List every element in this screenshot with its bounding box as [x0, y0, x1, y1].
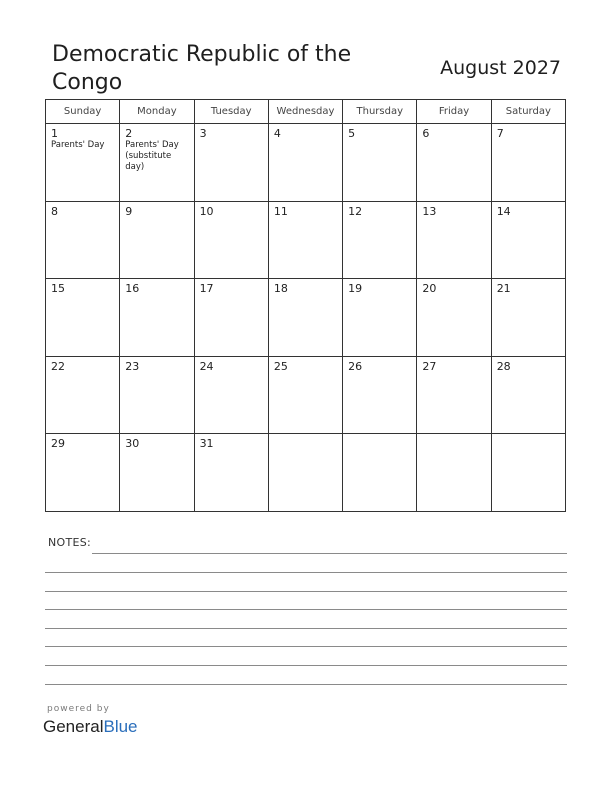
- empty-day-cell: [343, 434, 417, 512]
- week-row: [46, 356, 566, 434]
- notes-line: [45, 665, 567, 666]
- day-number: 16: [125, 282, 140, 296]
- day-number: 17: [199, 282, 214, 296]
- day-number: 11: [273, 204, 288, 218]
- day-cell: [343, 279, 417, 357]
- day-number: 29: [51, 437, 65, 451]
- day-cell: [46, 434, 120, 512]
- day-cell: [268, 279, 342, 357]
- calendar-grid: [45, 99, 566, 512]
- day-cell: [268, 356, 342, 434]
- weekday-header: Friday: [417, 100, 491, 124]
- day-cell: [417, 201, 491, 279]
- calendar-month: August 2027: [440, 57, 561, 79]
- day-cell: [343, 124, 417, 202]
- notes-label: NOTES:: [48, 536, 92, 549]
- day-number: 9: [125, 204, 133, 218]
- day-cell: [491, 201, 565, 279]
- day-number: 22: [51, 359, 65, 373]
- weekday-header: Wednesday: [268, 100, 342, 124]
- day-cell: [46, 201, 120, 279]
- empty-day-cell: [491, 434, 565, 512]
- generalblue-logo: [43, 716, 138, 738]
- day-cell: [194, 356, 268, 434]
- day-cell: [120, 279, 194, 357]
- day-cell: [194, 201, 268, 279]
- day-number: 2: [125, 127, 133, 140]
- week-row: [46, 434, 566, 512]
- day-number: 10: [199, 204, 214, 218]
- day-number: 13: [422, 204, 437, 218]
- day-number: 1: [51, 127, 58, 140]
- weekday-header: Tuesday: [194, 100, 268, 124]
- day-cell: [491, 279, 565, 357]
- weekday-header: Sunday: [46, 100, 120, 124]
- day-number: 20: [422, 282, 437, 296]
- day-number: 23: [125, 359, 140, 373]
- empty-day-cell: [268, 434, 342, 512]
- day-number: 8: [51, 204, 58, 218]
- day-cell: [491, 124, 565, 202]
- calendar-title: Democratic Republic of the Congo: [52, 42, 352, 95]
- notes-line: [45, 646, 567, 647]
- day-number: 27: [422, 359, 437, 373]
- notes-line: [45, 628, 567, 629]
- logo-general-text: General: [43, 717, 104, 736]
- weekday-header-row: [46, 100, 566, 124]
- day-number: 21: [496, 282, 511, 296]
- day-number: 25: [273, 359, 288, 373]
- day-number: 4: [273, 127, 281, 140]
- notes-line: [45, 684, 567, 685]
- holiday-label: Parents' Day (substitute day): [125, 140, 179, 172]
- day-number: 31: [199, 437, 214, 451]
- day-cell: [120, 434, 194, 512]
- day-cell: [46, 279, 120, 357]
- logo-blue-text: Blue: [103, 717, 138, 736]
- week-row: [46, 201, 566, 279]
- day-cell: [194, 434, 268, 512]
- day-cell: [491, 356, 565, 434]
- empty-day-cell: [417, 434, 491, 512]
- day-cell: [343, 356, 417, 434]
- weekday-header: Thursday: [343, 100, 417, 124]
- day-cell: [46, 356, 120, 434]
- notes-line: [45, 609, 567, 610]
- day-number: 14: [496, 204, 511, 218]
- weekday-header: Monday: [120, 100, 194, 124]
- day-cell: [268, 124, 342, 202]
- day-number: 24: [199, 359, 214, 373]
- day-number: 6: [422, 127, 430, 140]
- holiday-label: Parents' Day: [51, 140, 105, 150]
- day-cell: [268, 201, 342, 279]
- notes-line: [45, 572, 567, 573]
- weekday-header: Saturday: [491, 100, 565, 124]
- day-cell: [120, 201, 194, 279]
- notes-line: [92, 553, 567, 554]
- day-number: 19: [348, 282, 363, 296]
- day-number: 28: [496, 359, 511, 373]
- day-number: 15: [51, 282, 65, 296]
- day-cell: [417, 124, 491, 202]
- day-cell: [194, 124, 268, 202]
- day-cell: [120, 356, 194, 434]
- calendar-body: [46, 124, 566, 512]
- day-number: 5: [348, 127, 356, 140]
- day-cell: [417, 356, 491, 434]
- day-number: 12: [348, 204, 363, 218]
- day-number: 18: [273, 282, 288, 296]
- day-cell: [194, 279, 268, 357]
- week-row: [46, 279, 566, 357]
- day-cell: [417, 279, 491, 357]
- day-number: 26: [348, 359, 363, 373]
- day-cell: [120, 124, 194, 202]
- day-number: 30: [125, 437, 140, 451]
- day-cell: [343, 201, 417, 279]
- day-number: 3: [199, 127, 207, 140]
- notes-line: [45, 591, 567, 592]
- week-row: [46, 124, 566, 202]
- powered-by-text: powered by: [47, 704, 110, 714]
- day-cell: [46, 124, 120, 202]
- day-number: 7: [496, 127, 504, 140]
